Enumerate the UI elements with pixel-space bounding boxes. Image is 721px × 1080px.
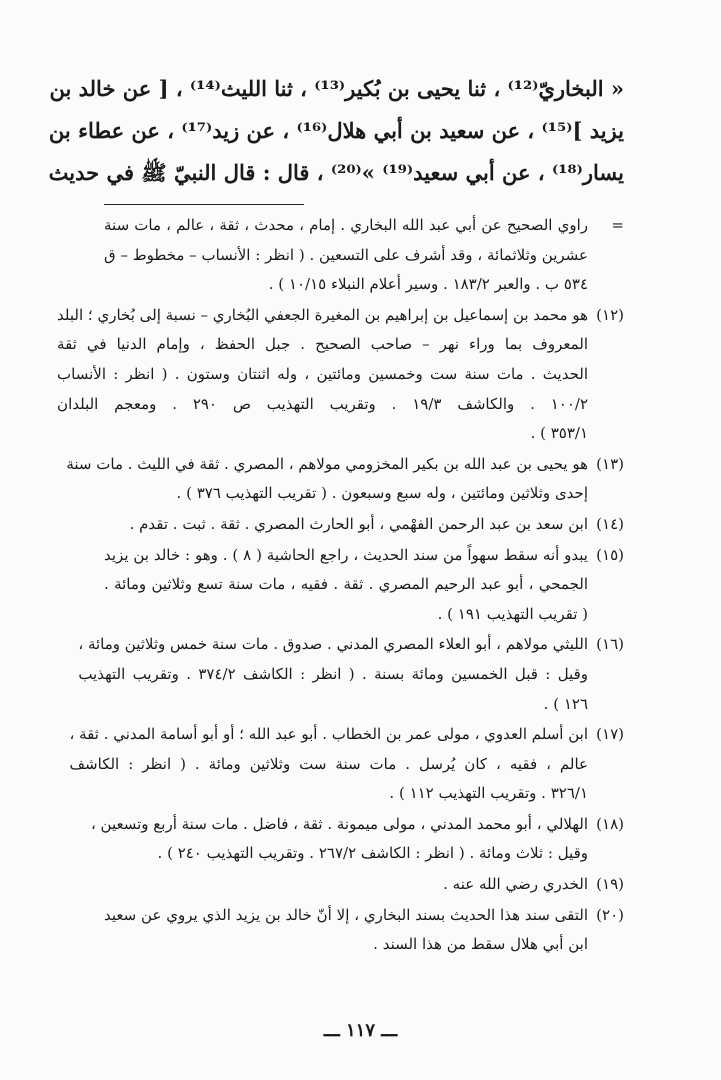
footnote-line: الجمحي ، أبو عبد الرحيم المصري . ثقة . فقيه ، مات سنة تسع وثلاثين ومائة . bbox=[104, 575, 588, 594]
footnote-14 bbox=[104, 510, 624, 540]
footnote-20 bbox=[104, 901, 624, 960]
footnote-line: عشرين وثلاثمائة ، وقد أشرف على التسعين . ( انظر : الأنساب – مخطوط – ق bbox=[104, 245, 588, 264]
footnote-17 bbox=[69, 720, 624, 809]
footnote-line: التقى سند هذا الحديث بسند البخاري ، إلا أنّ خالد بن يزيد الذي يروي عن سعيد bbox=[104, 905, 588, 924]
footnote-line: الحديث . مات سنة ست وخمسين ومائتين ، وله اثنتان وستون . ( انظر : الأنساب bbox=[57, 364, 588, 383]
footnote-line: الخدري رضي الله عنه . bbox=[443, 875, 588, 894]
footnote-line: هو محمد بن إسماعيل بن إبراهيم بن المغيرة الجعفي البُخاري – نسبة إلى بُخاري ؛ البلد bbox=[57, 305, 588, 324]
footnote-line: إحدى وثلاثين ومائتين ، وله سبع وسبعون . ( تقريب التهذيب ٣٧٦ ) . bbox=[176, 484, 588, 503]
footnote-number: (١٣) bbox=[596, 454, 624, 473]
footnote-line: ابن سعد بن عبد الرحمن الفهْمي ، أبو الحارث المصري . ثقة . ثبت . تقدم . bbox=[129, 514, 588, 533]
footnote-line: ١٢٦ ) . bbox=[543, 694, 588, 713]
footnotes bbox=[57, 211, 624, 960]
footnote-number: (١٢) bbox=[596, 305, 624, 324]
footnote-line: هو يحيى بن عبد الله بن بكير المخزومي مولاهم ، المصري . ثقة في الليث . مات سنة bbox=[66, 454, 588, 473]
footnote-line: عالم ، فقيه ، كان يُرسل . مات سنة ست وثلاثين ومائة . ( انظر : الكاشف bbox=[69, 754, 588, 773]
footnote-continued bbox=[104, 211, 624, 300]
footnote-line: ابن أسلم العدوي ، مولى عمر بن الخطاب . أبو عبد الله ؛ أو أبو أسامة المدني . ثقة ، bbox=[69, 725, 588, 744]
footnote-line: ٣٥٣/١ ) . bbox=[530, 424, 588, 443]
main-text bbox=[48, 68, 624, 194]
footnote-line: ( تقريب التهذيب ١٩١ ) . bbox=[437, 604, 588, 623]
footnote-separator bbox=[104, 204, 304, 205]
footnote-line: وقيل : قبل الخمسين ومائة بسنة . ( انظر : الكاشف ٣٧٤/٢ . وتقريب التهذيب bbox=[78, 664, 588, 683]
footnote-15 bbox=[104, 541, 624, 630]
page-number: ـــ ١١٧ ـــ bbox=[323, 1020, 398, 1041]
footnote-line: ٥٣٤ ب . والعبر ١٨٣/٢ . وسير أعلام النبلاء ١٠/١٥ ) . bbox=[268, 275, 588, 294]
main-text-line: « البخاريّ⁽¹²⁾ ، ثنا يحيى بن بُكير⁽¹³⁾ ، ثنا الليث⁽¹⁴⁾ ، [ عن خالد بن bbox=[49, 76, 624, 101]
footnote-number: (١٩) bbox=[596, 875, 624, 894]
footnote-12 bbox=[57, 301, 624, 449]
main-text-line: يسار⁽¹⁸⁾ ، عن أبي سعيد⁽¹⁹⁾ »⁽²⁰⁾ ، قال : قال النبيّ ﷺ في حديث bbox=[48, 160, 624, 185]
footnote-number: (١٤) bbox=[596, 514, 624, 533]
footnote-number: (١٧) bbox=[596, 725, 624, 744]
footnote-line: ١٠٠/٢ . والكاشف ١٩/٣ . وتقريب التهذيب ص ٢٩٠ . ومعجم البلدان bbox=[57, 394, 588, 413]
footnote-line: الهلالي ، أبو محمد المدني ، مولى ميمونة . ثقة ، فاضل . مات سنة أربع وتسعين ، bbox=[90, 814, 588, 833]
footnote-19 bbox=[104, 870, 624, 900]
footnote-number: (١٦) bbox=[596, 635, 624, 654]
main-text-line: يزيد ]⁽¹⁵⁾ ، عن سعيد بن أبي هلال⁽¹⁶⁾ ، عن زيد⁽¹⁷⁾ ، عن عطاء بن bbox=[48, 118, 624, 143]
footnote-line: راوي الصحيح عن أبي عبد الله البخاري . إمام ، محدث ، ثقة ، عالم ، مات سنة bbox=[104, 216, 588, 234]
footnote-16 bbox=[78, 630, 624, 719]
footnote-13 bbox=[66, 450, 624, 509]
footnote-line: الليثي مولاهم ، أبو العلاء المصري المدني . صدوق . مات سنة خمس وثلاثين ومائة ، bbox=[78, 635, 588, 654]
footnote-number: (٢٠) bbox=[596, 905, 624, 924]
footnote-18 bbox=[90, 810, 624, 869]
footnote-line: يبدو أنه سقط سهواً من سند الحديث ، راجع الحاشية ( ٨ ) . وهو : خالد بن يزيد bbox=[104, 545, 588, 564]
footnote-line: المعروف بما وراء نهر – صاحب الصحيح . جبل الحفظ ، وإمام الدنيا في ثقة bbox=[57, 335, 588, 354]
footnote-line: ابن أبي هلال سقط من هذا السند . bbox=[373, 935, 588, 954]
page-content bbox=[48, 68, 624, 961]
footnote-number: (١٨) bbox=[596, 814, 624, 833]
footnote-line: وقيل : ثلاث ومائة . ( انظر : الكاشف ٢٦٧/٢ . وتقريب التهذيب ٢٤٠ ) . bbox=[157, 844, 588, 863]
footnote-number: (١٥) bbox=[596, 545, 624, 564]
footnote-line: ٣٢٦/١ . وتقريب التهذيب ١١٢ ) . bbox=[389, 784, 588, 803]
footnote-number: = bbox=[611, 216, 624, 234]
